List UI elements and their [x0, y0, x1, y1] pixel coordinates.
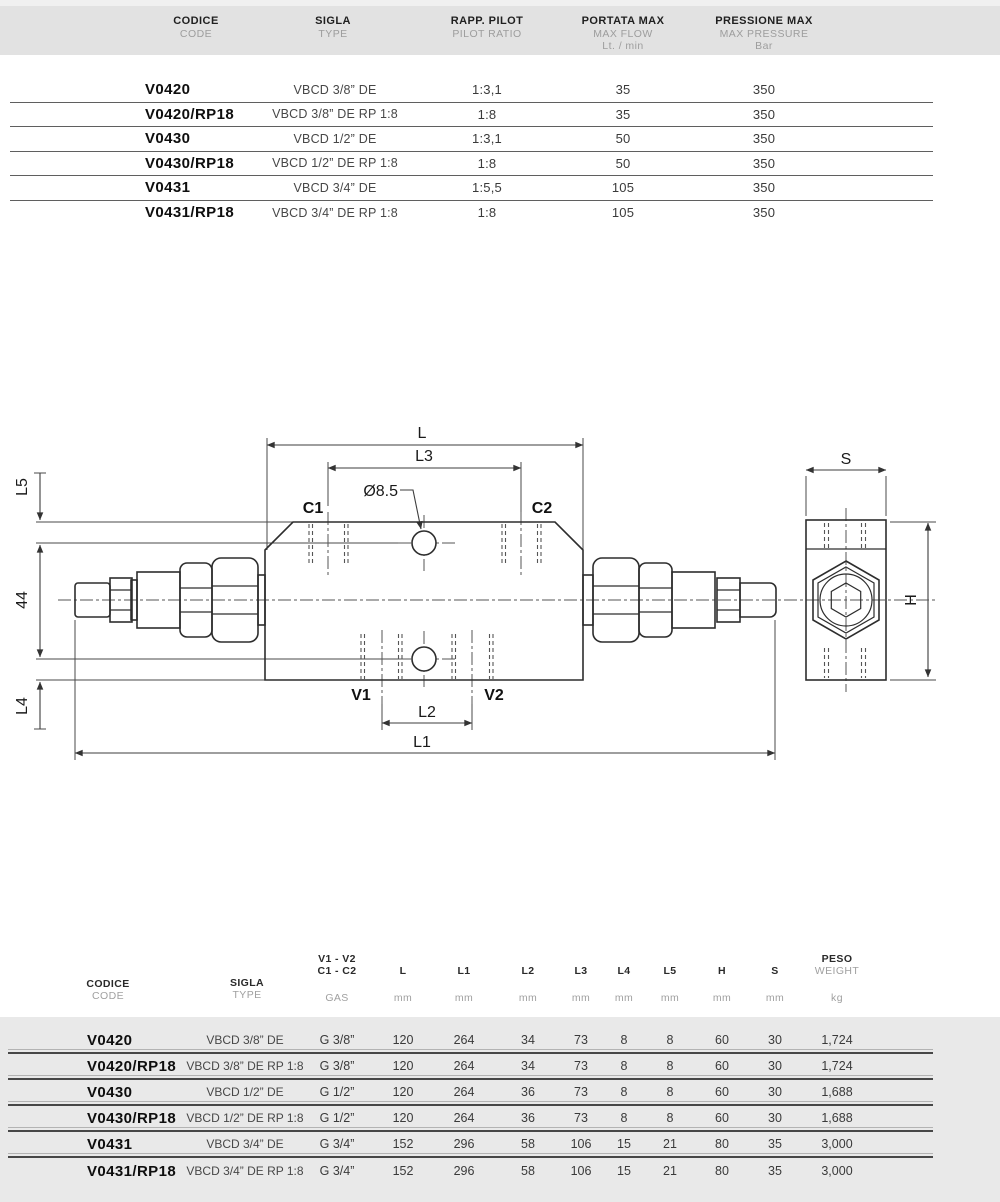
header-pilot-ratio: PILOT RATIO: [452, 27, 522, 40]
valve-side-view: [75, 522, 776, 680]
spec-code: V0431/RP18: [145, 204, 235, 222]
spec-ratio: 1:3,1: [472, 82, 502, 98]
dim-L5: 8: [666, 1085, 674, 1099]
dim-label-diameter: Ø8.5: [363, 483, 398, 500]
dim-L4: 8: [620, 1085, 628, 1099]
port-thread-marks: [309, 523, 866, 679]
dim-L4: 8: [620, 1059, 628, 1073]
dim-code: V0420/RP18: [87, 1057, 177, 1075]
header-portata-max: PORTATA MAX: [581, 15, 665, 27]
dimhdr-code: [58, 978, 158, 1002]
dim-L3: 73: [574, 1033, 588, 1047]
header-L1: L1: [457, 965, 471, 977]
dim-L1: 264: [453, 1059, 475, 1073]
table-row: [8, 1028, 933, 1054]
dim-peso: 1,688: [821, 1111, 853, 1125]
dim-gas: G 3/4”: [319, 1137, 355, 1151]
dimhdr-L1: [434, 965, 494, 1004]
spec-pressure: 350: [752, 131, 776, 147]
header-mm: mm: [454, 992, 474, 1004]
dim-code: V0430/RP18: [87, 1109, 177, 1127]
dim-sigla: VBCD 3/8” DE RP 1:8: [186, 1059, 304, 1073]
dim-L2: 36: [521, 1111, 535, 1125]
dim-S: 30: [768, 1085, 782, 1099]
dim-sigla: VBCD 3/4” DE RP 1:8: [186, 1164, 304, 1178]
header-L2: L2: [521, 965, 535, 977]
header-max-pressure: MAX PRESSURE: [719, 27, 809, 40]
header-sigla: SIGLA: [315, 15, 351, 27]
dim-L: 152: [392, 1137, 414, 1151]
header-codice: CODICE: [86, 978, 130, 990]
header-H: H: [718, 965, 726, 977]
dim-L1: 296: [453, 1164, 475, 1178]
header-c1-c2: C1 - C2: [317, 965, 357, 977]
table-row: [10, 152, 933, 177]
dim-S: 30: [768, 1111, 782, 1125]
dim-L: 120: [392, 1033, 414, 1047]
spec-code: V0420/RP18: [145, 105, 235, 123]
drawing-labels: [14, 425, 920, 751]
port-label-c1: C1: [302, 500, 324, 517]
spec-flow: 105: [611, 180, 635, 196]
header-code: CODE: [179, 27, 213, 40]
dim-L3: 73: [574, 1059, 588, 1073]
table-row: [10, 103, 933, 128]
dim-L4: 15: [617, 1164, 631, 1178]
dim-L2: 58: [521, 1164, 535, 1178]
dim-L5: 8: [666, 1059, 674, 1073]
spec-pressure: 350: [752, 155, 776, 171]
dim-L3: 106: [570, 1137, 592, 1151]
dim-L4: 15: [617, 1137, 631, 1151]
spec-table: [10, 78, 933, 225]
dim-L: 120: [392, 1085, 414, 1099]
header-mm: mm: [765, 992, 785, 1004]
spec-code: V0430: [145, 130, 191, 148]
header-kg: kg: [831, 992, 843, 1004]
spec-flow: 50: [615, 131, 631, 147]
header-mm: mm: [518, 992, 538, 1004]
spec-sigla: VBCD 3/8” DE RP 1:8: [272, 107, 398, 122]
spec-ratio: 1:5,5: [472, 180, 502, 196]
dim-H: 60: [715, 1033, 729, 1047]
table-row: [8, 1106, 933, 1132]
table-row: [10, 201, 933, 226]
dim-H: 80: [715, 1137, 729, 1151]
header-type: TYPE: [232, 989, 262, 1001]
dim-code: V0431: [87, 1135, 133, 1153]
header-L4: L4: [617, 965, 631, 977]
dim-L3: 73: [574, 1111, 588, 1125]
header-max-flow: MAX FLOW: [593, 27, 653, 40]
spec-pressure: 350: [752, 205, 776, 221]
dim-L1: 264: [453, 1111, 475, 1125]
dimhdr-L2: [498, 965, 558, 1004]
header-type: TYPE: [318, 27, 348, 40]
dim-S: 35: [768, 1137, 782, 1151]
header-pressione-max: PRESSIONE MAX: [715, 15, 813, 27]
spec-flow: 35: [615, 106, 631, 122]
dim-L: 120: [392, 1111, 414, 1125]
dim-peso: 1,724: [821, 1059, 853, 1073]
spec-flow: 35: [615, 82, 631, 98]
port-label-c2: C2: [531, 500, 553, 517]
dimhdr-peso: [787, 953, 887, 1004]
header-mm: mm: [393, 992, 413, 1004]
valve-technical-drawing: [0, 420, 1000, 770]
spec-table-header-band: [0, 6, 1000, 55]
dim-label-l2: L2: [418, 704, 436, 721]
table-row: [10, 176, 933, 201]
table-row: [8, 1054, 933, 1080]
table-row: [10, 127, 933, 152]
dim-L: 152: [392, 1164, 414, 1178]
header-S: S: [771, 965, 779, 977]
dim-L2: 36: [521, 1085, 535, 1099]
dim-code: V0430: [87, 1083, 133, 1101]
header-mm: mm: [660, 992, 680, 1004]
dim-L2: 34: [521, 1033, 535, 1047]
port-label-v2: V2: [484, 687, 504, 704]
dimension-table: [8, 1028, 933, 1184]
header-L: L: [399, 965, 407, 977]
spec-ratio: 1:8: [477, 106, 497, 122]
spec-ratio: 1:3,1: [472, 131, 502, 147]
dimension-lines: [40, 445, 928, 753]
port-label-v1: V1: [351, 687, 371, 704]
table-row: [10, 78, 933, 103]
dim-H: 60: [715, 1059, 729, 1073]
header-flow-unit: Lt. / min: [602, 40, 644, 52]
header-weight: WEIGHT: [814, 965, 860, 977]
dim-peso: 3,000: [821, 1137, 853, 1151]
dim-peso: 1,724: [821, 1033, 853, 1047]
dim-L5: 8: [666, 1111, 674, 1125]
dim-L2: 58: [521, 1137, 535, 1151]
dim-L: 120: [392, 1059, 414, 1073]
dim-S: 35: [768, 1164, 782, 1178]
spec-sigla: VBCD 3/4” DE RP 1:8: [272, 205, 398, 220]
dim-peso: 1,688: [821, 1085, 853, 1099]
dim-L2: 34: [521, 1059, 535, 1073]
dim-sigla: VBCD 3/8” DE: [206, 1033, 284, 1047]
dim-label-l4: L4: [14, 697, 31, 715]
header-codice: CODICE: [173, 15, 219, 27]
dim-gas: G 1/2”: [319, 1085, 355, 1099]
spec-code: V0430/RP18: [145, 154, 235, 172]
spec-flow: 105: [611, 205, 635, 221]
spec-pressure: 350: [752, 180, 776, 196]
dim-gas: G 1/2”: [319, 1111, 355, 1125]
dim-L1: 264: [453, 1085, 475, 1099]
spec-pressure: 350: [752, 106, 776, 122]
dim-L1: 296: [453, 1137, 475, 1151]
dimhdr-gas: [287, 953, 387, 1004]
spec-sigla: VBCD 1/2” DE RP 1:8: [272, 156, 398, 171]
spec-sigla: VBCD 3/8” DE: [293, 82, 377, 97]
dimhdr-L5: [640, 965, 700, 1004]
dim-H: 60: [715, 1085, 729, 1099]
dim-L5: 21: [663, 1137, 677, 1151]
dim-L3: 106: [570, 1164, 592, 1178]
header-pressure-unit: Bar: [755, 40, 773, 52]
header-v1-v2: V1 - V2: [318, 953, 356, 965]
spec-ratio: 1:8: [477, 205, 497, 221]
header-gas: GAS: [325, 992, 349, 1004]
dim-code: V0431/RP18: [87, 1162, 177, 1180]
spec-code: V0431: [145, 179, 191, 197]
spec-flow: 50: [615, 155, 631, 171]
spec-pressure: 350: [752, 82, 776, 98]
dimhdr-L: [373, 965, 433, 1004]
dim-sigla: VBCD 1/2” DE: [206, 1085, 284, 1099]
table-row: [8, 1158, 933, 1184]
dim-S: 30: [768, 1033, 782, 1047]
dimhdr-sigla: [197, 977, 297, 1001]
header-mm: mm: [614, 992, 634, 1004]
header-L5: L5: [663, 965, 677, 977]
dim-H: 60: [715, 1111, 729, 1125]
dim-code: V0420: [87, 1031, 133, 1049]
spec-code: V0420: [145, 81, 191, 99]
header-mm: mm: [571, 992, 591, 1004]
dim-label-s: S: [840, 451, 852, 468]
spec-header-pressure: [664, 15, 864, 53]
spec-sigla: VBCD 1/2” DE: [293, 131, 377, 146]
dim-label-l3: L3: [415, 448, 433, 465]
dimhdr-H: [692, 965, 752, 1004]
spec-ratio: 1:8: [477, 155, 497, 171]
dim-L4: 8: [620, 1111, 628, 1125]
dim-L5: 21: [663, 1164, 677, 1178]
header-code: CODE: [92, 990, 124, 1002]
dim-L3: 73: [574, 1085, 588, 1099]
dim-label-l1: L1: [413, 734, 431, 751]
header-L3: L3: [574, 965, 588, 977]
header-peso: PESO: [821, 953, 853, 965]
dim-gas: G 3/4”: [319, 1164, 355, 1178]
dim-S: 30: [768, 1059, 782, 1073]
header-mm: mm: [712, 992, 732, 1004]
dim-H: 80: [715, 1164, 729, 1178]
dim-sigla: VBCD 1/2” DE RP 1:8: [186, 1111, 304, 1125]
dim-label-44: 44: [14, 591, 31, 609]
header-sigla: SIGLA: [229, 977, 265, 989]
dim-label-h: H: [903, 594, 920, 606]
dim-L1: 264: [453, 1033, 475, 1047]
spec-sigla: VBCD 3/4” DE: [293, 180, 377, 195]
dim-label-l5: L5: [14, 478, 31, 496]
table-row: [8, 1080, 933, 1106]
dim-label-l: L: [417, 425, 427, 442]
table-row: [8, 1132, 933, 1158]
dim-gas: G 3/8”: [319, 1033, 355, 1047]
dim-L5: 8: [666, 1033, 674, 1047]
extension-lines: [34, 438, 936, 760]
dim-L4: 8: [620, 1033, 628, 1047]
dim-gas: G 3/8”: [319, 1059, 355, 1073]
dim-sigla: VBCD 3/4” DE: [206, 1137, 284, 1151]
header-rapp-pilot: RAPP. PILOT: [450, 15, 524, 27]
dim-peso: 3,000: [821, 1164, 853, 1178]
